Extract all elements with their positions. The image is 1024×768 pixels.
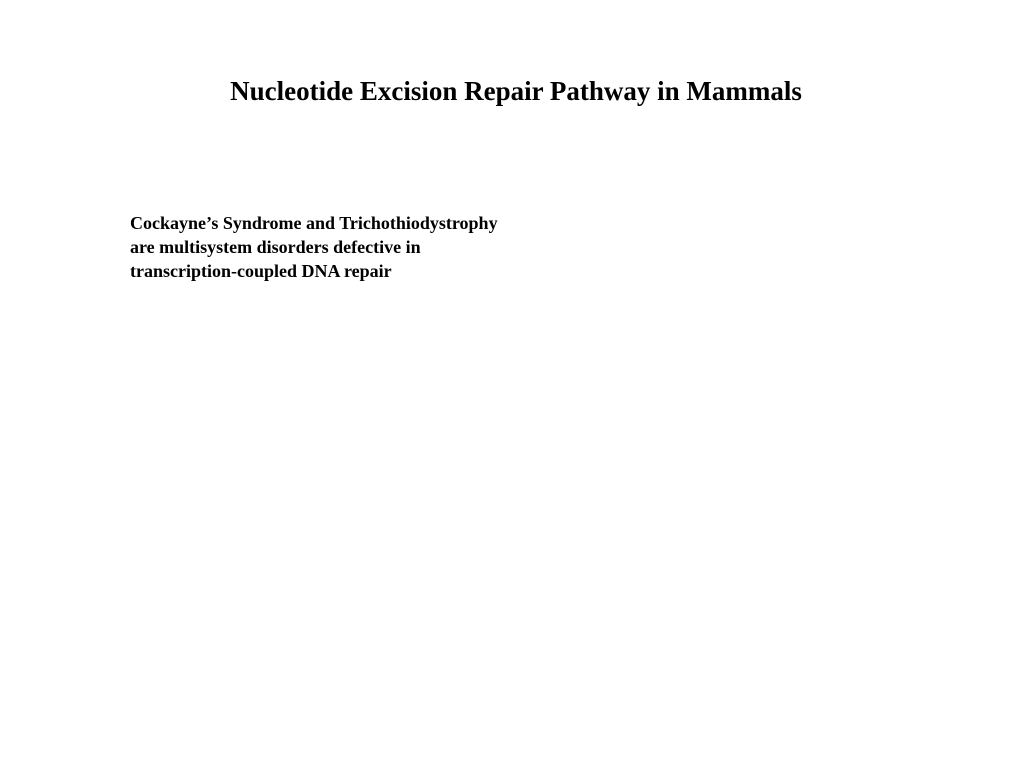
slide-title: Nucleotide Excision Repair Pathway in Mammals (230, 76, 802, 106)
body-line-2: are multisystem disorders defective in (130, 237, 421, 257)
body-line-3: transcription-coupled DNA repair (130, 261, 392, 281)
slide-body-text (130, 211, 570, 283)
body-line-1: Cockayne’s Syndrome and Trichothiodystrophy (130, 213, 498, 233)
